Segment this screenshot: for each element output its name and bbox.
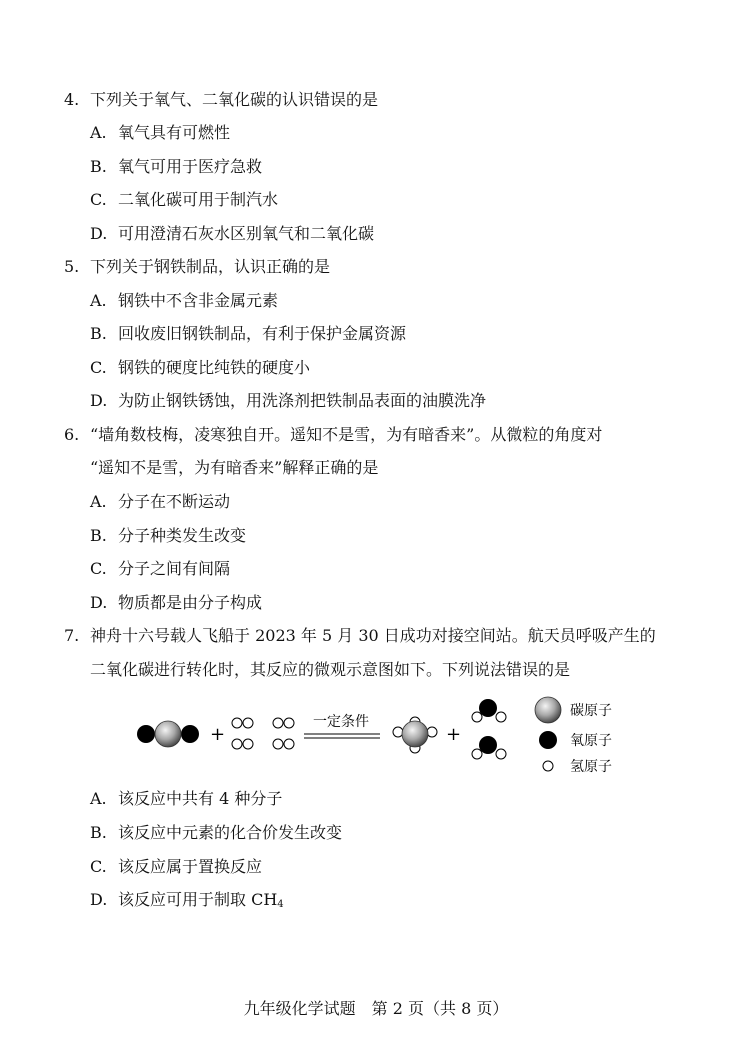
option-text: 该反应属于置换反应 [118, 857, 263, 876]
hydrogen-atom-icon [543, 761, 553, 771]
option-label: A. [90, 123, 107, 142]
option-6c [90, 559, 230, 579]
option-5c [90, 358, 310, 378]
hydrogen-molecule [232, 739, 253, 749]
option-text: 钢铁的硬度比纯铁的硬度小 [118, 358, 311, 377]
option-6a [90, 492, 230, 512]
hydrogen-molecule [232, 718, 253, 728]
question-4-stem [64, 90, 378, 110]
option-label: D. [90, 224, 108, 243]
question-7-stem-continued: 二氧化碳进行转化时，其反应的微观示意图如下。下列说法错误的是 [90, 660, 571, 679]
question-text: 神舟十六号载人飞船于 2023 年 5 月 30 日成功对接空间站。航天员呼吸产生的 [90, 626, 656, 645]
legend-label-oxygen: 氧原子 [570, 733, 612, 749]
option-text: 为防止钢铁锈蚀，用洗涤剂把铁制品表面的油膜洗净 [118, 391, 487, 410]
subscript: 4 [277, 899, 284, 910]
carbon-atom-icon [535, 697, 561, 723]
plus-sign: + [446, 724, 462, 745]
option-label: B. [90, 324, 107, 343]
option-label: D. [90, 890, 108, 909]
option-4a [90, 123, 230, 143]
option-5b [90, 324, 406, 344]
option-4b [90, 157, 262, 177]
legend-label-carbon: 碳原子 [570, 703, 612, 719]
question-6-stem [64, 425, 602, 445]
option-6d [90, 593, 262, 613]
question-5-stem [64, 257, 330, 277]
option-text: 该反应可用于制取 CH [118, 890, 278, 909]
option-label: A. [90, 789, 107, 808]
plus-sign: + [210, 724, 226, 745]
option-text: 回收废旧钢铁制品，有利于保护金属资源 [118, 324, 407, 343]
option-text: 分子之间有间隔 [118, 559, 231, 578]
question-number: 7. [64, 626, 80, 645]
legend-label-hydrogen: 氢原子 [570, 759, 612, 775]
option-text: 该反应中共有 4 种分子 [118, 789, 283, 808]
option-6b [90, 526, 246, 546]
hydrogen-molecule [273, 739, 294, 749]
carbon-dioxide-molecule [137, 721, 199, 747]
option-label: C. [90, 190, 107, 209]
option-text: 分子种类发生改变 [118, 526, 247, 545]
option-text: 钢铁中不含非金属元素 [118, 291, 279, 310]
question-text: 下列关于氧气、二氧化碳的认识错误的是 [90, 90, 379, 109]
option-7b [90, 823, 342, 843]
option-text: 氧气可用于医疗急救 [118, 157, 263, 176]
option-label: A. [90, 492, 107, 511]
question-text: “墙角数枝梅，凌寒独自开。遥知不是雪，为有暗香来”。从微粒的角度对 [90, 425, 603, 444]
oxygen-atom-icon [539, 731, 557, 749]
option-4c [90, 190, 278, 210]
option-label: A. [90, 291, 107, 310]
reaction-micro-diagram [120, 690, 640, 780]
option-text: 二氧化碳可用于制汽水 [118, 190, 279, 209]
option-label: B. [90, 823, 107, 842]
option-7c [90, 857, 262, 877]
option-5a [90, 291, 278, 311]
option-4d [90, 224, 374, 244]
option-7d [90, 890, 284, 915]
water-molecule [472, 699, 506, 722]
water-molecule [472, 736, 506, 759]
question-7-stem [64, 626, 656, 646]
option-label: B. [90, 157, 107, 176]
question-number: 4. [64, 90, 80, 109]
option-text: 氧气具有可燃性 [118, 123, 231, 142]
option-text: 物质都是由分子构成 [118, 593, 263, 612]
option-text: 可用澄清石灰水区别氧气和二氧化碳 [118, 224, 375, 243]
option-label: D. [90, 391, 108, 410]
reaction-condition: 一定条件 [313, 714, 369, 730]
diagram-legend [535, 697, 612, 775]
option-label: C. [90, 857, 107, 876]
option-label: D. [90, 593, 108, 612]
question-number: 5. [64, 257, 80, 276]
page-footer: 九年级化学试题 第 2 页（共 8 页） [243, 999, 509, 1018]
option-7a [90, 789, 282, 809]
option-label: C. [90, 358, 107, 377]
option-text: 该反应中元素的化合价发生改变 [118, 823, 343, 842]
option-5d [90, 391, 486, 411]
methane-molecule [393, 717, 437, 753]
question-6-stem-continued: “遥知不是雪，为有暗香来”解释正确的是 [90, 458, 379, 477]
option-label: C. [90, 559, 107, 578]
hydrogen-molecule [273, 718, 294, 728]
option-text: 分子在不断运动 [118, 492, 231, 511]
question-number: 6. [64, 425, 80, 444]
option-label: B. [90, 526, 107, 545]
question-text: 下列关于钢铁制品，认识正确的是 [90, 257, 331, 276]
